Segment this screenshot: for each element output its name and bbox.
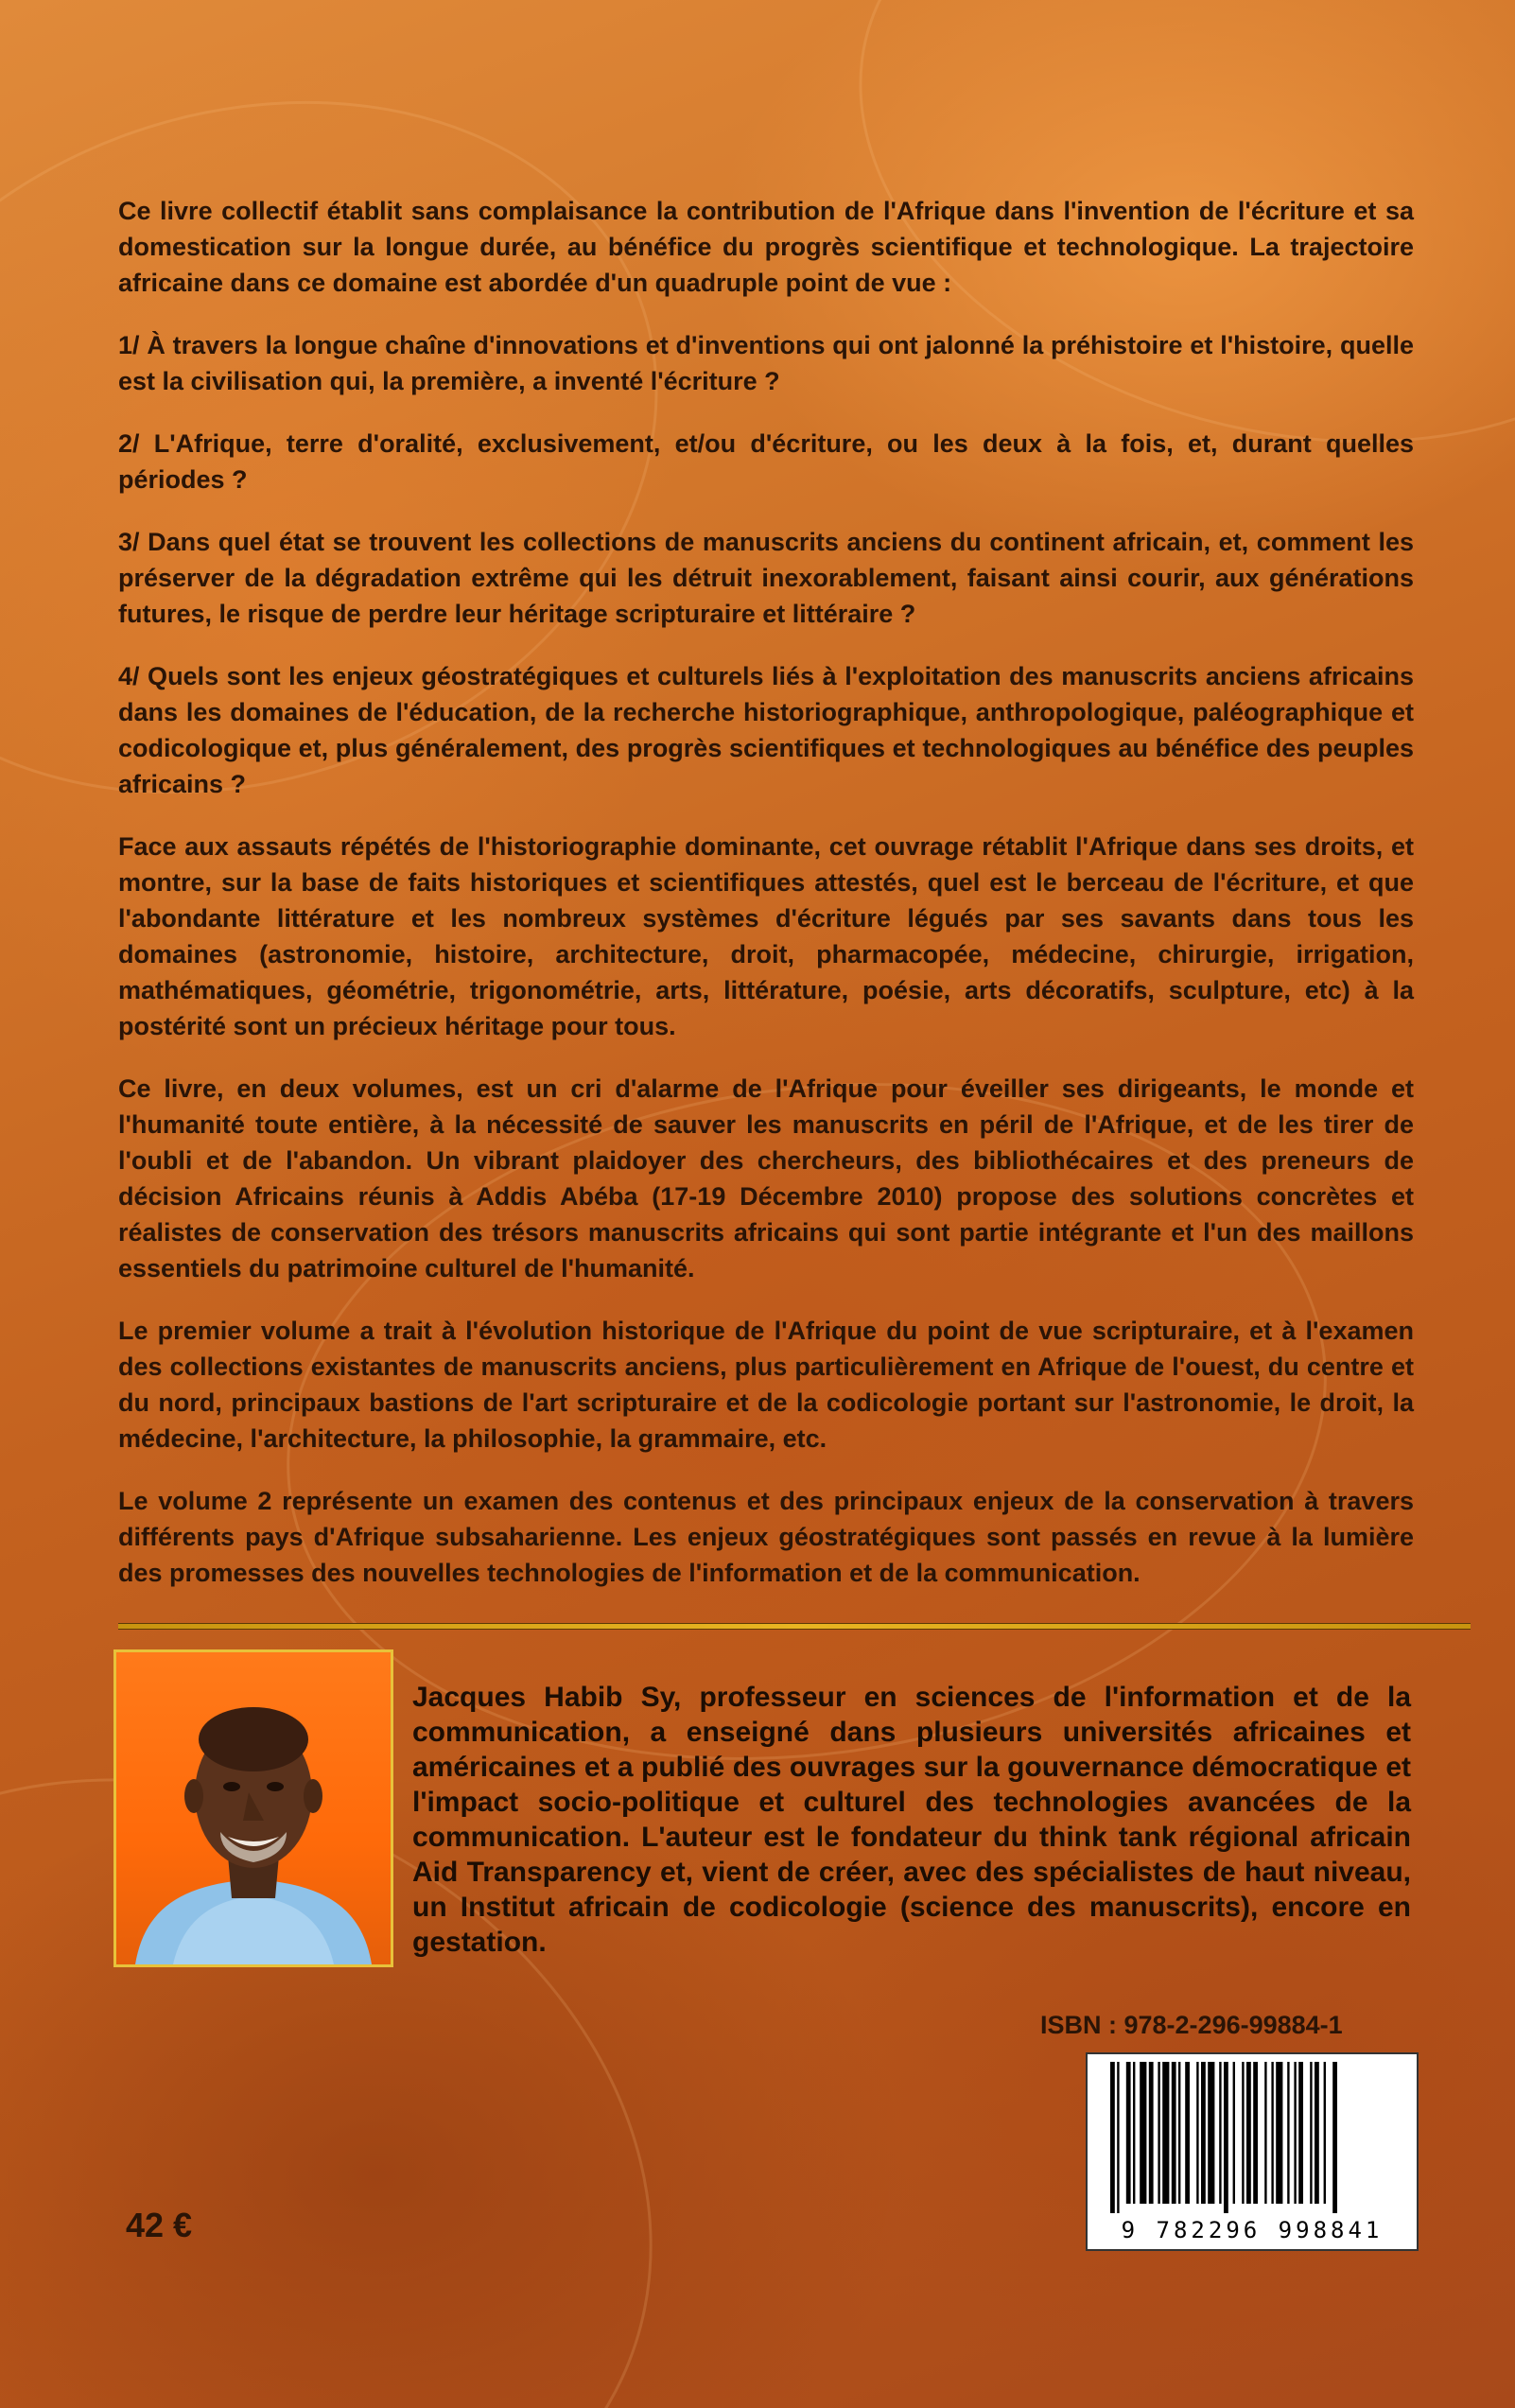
description-paragraph: 4/ Quels sont les enjeux géostratégiques et culturels liés à l'exploitation des manuscrits anciens africains dans les domaines de l'éducation, de la recherche historiographique, anthropologique, paléographique et codicologique et, plus généralement, des progrès scientifiques et technologiques au bénéfice des peuples africains ? <box>118 662 1414 798</box>
barcode-bar <box>1208 2062 1214 2204</box>
barcode-bar <box>1332 2062 1337 2213</box>
barcode-bar <box>1294 2062 1296 2204</box>
barcode-bar <box>1253 2062 1258 2204</box>
author-portrait-illustration <box>116 1652 391 1964</box>
barcode-bar <box>1264 2062 1266 2204</box>
barcode-bar <box>1315 2062 1319 2204</box>
description-paragraph: 2/ L'Afrique, terre d'oralité, exclusivement, et/ou d'écriture, ou les deux à la fois, et, durant quelles périodes ? <box>118 429 1414 494</box>
barcode-bar <box>1324 2062 1326 2204</box>
isbn-label: ISBN : 978-2-296-99884-1 <box>1040 2011 1343 2039</box>
barcode-bar <box>1233 2062 1235 2204</box>
barcode-bar <box>1110 2062 1115 2213</box>
description-paragraph: 1/ À travers la longue chaîne d'innovations et d'inventions qui ont jalonné la préhistoire et l'histoire, quelle est la civilisation qui, la première, a inventé l'écriture ? <box>118 331 1414 395</box>
author-photo <box>113 1649 393 1967</box>
barcode-bar <box>1242 2062 1244 2204</box>
barcode-digits: 9 782296 998841 <box>1121 2217 1384 2243</box>
author-bio: Jacques Habib Sy, professeur en sciences de l'information et de la communication, a enseigné dans plusieurs universités africaines et américaines et a publié des ouvrages sur la gouvernance démocratique et l'impact socio-politique et culturel des technologies avancées de la communication. L'auteur est le fondateur du think tank régional africain Aid Transparency et, vient de créer, avec des spécialistes de haut niveau, un Institut africain de codicologie (science des manuscrits), encore en gestation. <box>412 1682 1411 1958</box>
barcode-bar <box>1201 2062 1206 2204</box>
barcode-bar <box>1178 2062 1180 2204</box>
barcode-bar <box>1246 2062 1251 2204</box>
description-paragraph: Face aux assauts répétés de l'historiographie dominante, cet ouvrage rétablit l'Afrique dans ses droits, et montre, sur la base de faits historiques et scientifiques attestés, quel est le berceau de l'écriture, et que l'abondante littérature et les nombreux systèmes d'écriture légués par ses savants dans tous les domaines (astronomie, histoire, architecture, droit, pharmacopée, médecine, chirurgie, irrigation, mathématiques, géométrie, trigonométrie, arts, littérature, poésie, arts décoratifs, sculpture, etc) à la postérité sont un précieux héritage pour tous. <box>118 832 1414 1040</box>
barcode-bar <box>1172 2062 1176 2204</box>
description-paragraph: Ce livre collectif établit sans complaisance la contribution de l'Afrique dans l'invention de l'écriture et sa domestication sur la longue durée, au bénéfice du progrès scientifique et technologique. La trajectoire africaine dans ce domaine est abordée d'un quadruple point de vue : <box>118 197 1414 297</box>
description-paragraph: Ce livre, en deux volumes, est un cri d'alarme de l'Afrique pour éveiller ses dirigeants, le monde et l'humanité toute entière, à la nécessité de sauver les manuscrits en péril de l'Afrique, et de les tirer de l'oubli et de l'abandon. Un vibrant plaidoyer des chercheurs, des bibliothécaires et des preneurs de décision Africains réunis à Addis Abéba (17-19 Décembre 2010) propose des solutions concrètes et réalistes de conservation des trésors manuscrits africains qui sont partie intégrante et l'un des maillons essentiels du patrimoine culturel de l'humanité. <box>118 1074 1414 1283</box>
barcode-bar <box>1276 2062 1282 2204</box>
barcode-bar <box>1271 2062 1273 2204</box>
barcode-bar <box>1126 2062 1131 2204</box>
barcode <box>1086 2052 1419 2251</box>
barcode-bar <box>1219 2062 1221 2204</box>
barcode-bar <box>1140 2062 1146 2204</box>
description-paragraph: Le premier volume a trait à l'évolution historique de l'Afrique du point de vue scripturaire, et à l'examen des collections existantes de manuscrits anciens, plus particulièrement en Afrique de l'ouest, du centre et du nord, principaux bastions de l'art scripturaire et de la codicologie portant sur l'astronomie, le droit, la médecine, l'architecture, la philosophie, la grammaire, etc. <box>118 1317 1414 1453</box>
barcode-bar <box>1158 2062 1159 2204</box>
description-paragraph: Le volume 2 représente un examen des contenus et des principaux enjeux de la conservation à travers différents pays d'Afrique subsaharienne. Les enjeux géostratégiques sont passés en revue à la lumière des promesses des nouvelles technologies de l'information et de la communication. <box>118 1487 1414 1587</box>
price-label: 42 € <box>126 2206 193 2244</box>
barcode-bar <box>1310 2062 1312 2204</box>
description-paragraph: 3/ Dans quel état se trouvent les collections de manuscrits anciens du continent africain, et, comment les préserver de la dégradation extrême qui les détruit inexorablement, faisant ainsi courir, aux générations futures, le risque de perdre leur héritage scripturaire et littéraire ? <box>118 528 1414 628</box>
barcode-bar <box>1185 2062 1190 2204</box>
barcode-bar <box>1162 2062 1169 2204</box>
barcode-bar <box>1133 2062 1135 2204</box>
description-block <box>118 193 1414 1617</box>
barcode-bar <box>1196 2062 1198 2204</box>
barcode-bar <box>1298 2062 1303 2204</box>
barcode-bar <box>1224 2062 1228 2213</box>
barcode-bar <box>1117 2062 1119 2213</box>
barcode-bar <box>1287 2062 1289 2204</box>
barcode-bars <box>1108 2062 1396 2213</box>
barcode-bar <box>1149 2062 1154 2204</box>
section-divider <box>118 1623 1471 1630</box>
